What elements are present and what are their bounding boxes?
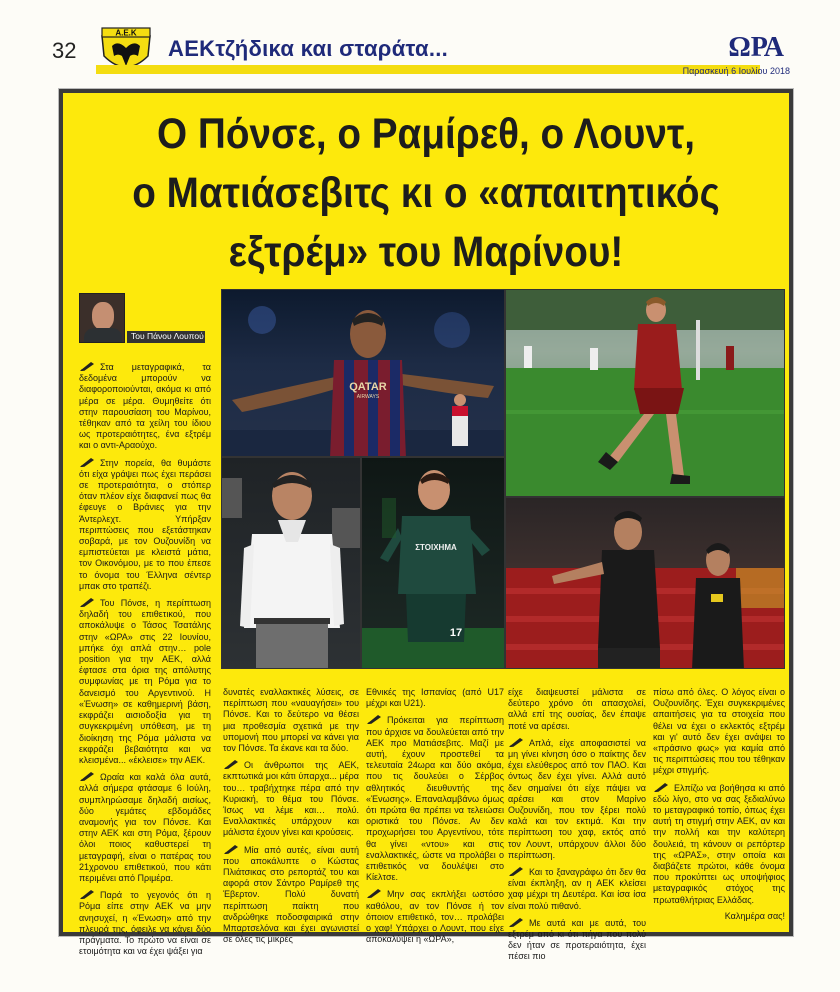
paragraph: Πρόκειται για περίπτωση που άρχισε να δουλεύεται από την ΑΕΚ προ Ματιάσεβιτς. Μαζί με αυτή, έχουν προστεθεί τα τελευταία 24ωρα και δύο ακόμα, που τις δουλεύει ο Σέρβος αθλητικός διευθυντής της «Ένωσης». Επαναλαμβάνω όμως ότι πρώτα θα πρέπει να τελειώσει οριστικά του Πόνσε. Αν δεν προχωρήσει του Αργεντίνου, τότε θα γίνει «ντου» και στις εναλλακτικές, ώστε να προλάβει ο επιθετικός να δουλέψει στο Κίελτσε. [366,715,504,883]
pen-icon [366,714,384,725]
paragraph: Μία από αυτές, είναι αυτή που αποκάλυπτε ο Κώστας Πλιάτσικας στο ρεπορτάζ του και αφορά στον Σάντρο Ραμίρεθ της Έβερτον. Πολύ δυνατή περίπτωση παίκτη που ανδρώθηκε ποδοσφαιρικά στην Μπαρτσελόνα και έχει αγωνιστεί σε όλες τις μικρές [223,844,359,945]
paragraph: Ελπίζω να βοήθησα κι από εδώ λίγο, στο να σας ξεδιαλύνω το μεταγραφικό τοπίο, όπως έχει αυτή τη στιγμή στην ΑΕΚ, αν και την πολλή και την καλύτερη δουλειά, τη κάνουν οι ρεπόρτερ της «ΩΡΑΣ», στην οποία και διαβάζετε πρώτοι, κάθε όνομα που προκύπτει ως υποψήφιος μεταγραφικός στόχος της πρωταθλήτριας Ελλάδας. [653,782,785,905]
photo-coaches [505,497,785,669]
article-box [59,89,793,962]
signoff: Καλημέρα σας! [724,910,785,921]
paragraph: είχε διαψευστεί μάλιστα σε δεύτερο χρόνο ότι απασχολεί, αλλά επί της ουσίας, δεν έπαψε ποτέ να αρέσει. [508,687,646,731]
paragraph: Εθνικές της Ισπανίας (από U17 μέχρι και U21). [366,687,504,709]
paragraph: Στην πορεία, θα θυμάστε ότι είχα γράψει πως έχει περάσει σε προτεραιότητα, ο στόπερ όταν πλέον είχε διαφανεί πως θα έφευγε ο Βράνιες για την Άντερλεχτ. Υπήρξαν περιπτώσεις που εξετάστηκαν σοβαρά, με τον Ουζουνίδη να εμπιστεύεται με κλειστά μάτια, τον Οικονόμου, με το που έπεσε το όνομα του Έλληνα σέντερ μπακ στο τραπέζι. [79,457,211,591]
pen-icon [508,866,526,877]
author-name: Του Πάνου Λουπού [131,331,204,341]
photo-sponsor-text: ΣΤΟΙΧΗΜΑ [415,543,457,552]
photo-roma-player [505,289,785,497]
page-number: 32 [52,38,77,63]
text-column-3 [366,687,504,950]
pen-icon [79,597,97,608]
pen-icon [223,844,241,855]
pen-icon [79,361,97,372]
paragraph: Στα μεταγραφικά, τα δεδομένα μπορούν να διαφοροποιούνται, ακόμα κι από μέρα σε μέρα. Θυμηθείτε ότι στην παρουσίαση του Μαρίνου, τέθηκαν από τα χείλη του ίδιου ως προτεραιότητες, ένα εξτρέμ και ο αντι-Αραούχο. [79,362,211,451]
headline-line-3: εξτρέμ» του Μαρίνου! [228,228,624,276]
paragraph: Ωραία και καλά όλα αυτά, αλλά σήμερα φτάσαμε 6 Ιούλη, συμπληρώσαμε δηλαδή αισίως, δύο γεμάτες εβδομάδες αναμονής για τον Πόνσε. Και στην ΑΕΚ και στη Ρόμα, ξέρουν όλοι ποιος καθυστερεί τη μεταγραφή, είναι ο πατέρας του 21χρονου επιθετικού, που κάτι περιμένει από Πριμέρα. [79,772,211,883]
text-column-5 [653,687,785,927]
text-column-2 [223,687,359,950]
photo-shirt-number: 17 [449,627,463,639]
pen-icon [653,782,671,793]
photo-qatar-shirt-sub: AIRWAYS [356,394,380,400]
photo-qatar-shirt: QATAR [349,381,387,393]
pen-icon [223,759,241,770]
paragraph: Οι άνθρωποι της ΑΕΚ, εκπτωτικά μοι κάτι ύπαρχα... μέρα του… τραβήχτηκε πέρα από την Κυριακή, το θέμα του Πόνσε. Ίσως να λέμε και… πολύ. Εναλλακτικές υπάρχουν και μάλιστα έχουν γίνει και κρούσεις. [223,760,359,838]
paragraph: πίσω από όλες. Ο λόγος είναι ο Ουζουνίδης. Έχει συγκεκριμένες απαιτήσεις για τα στοιχεία που θέλει να έχει ο εκλεκτός εξτρέμ και γι' αυτό δεν έχει ανάψει το «πράσινο φως» για καμία από τις περιπτώσεις που του τέθηκαν μέχρι στιγμής. [653,687,785,776]
photo-green-kit-player [361,457,505,669]
photo-celebrating-player [221,289,505,457]
pen-icon [79,889,97,900]
section-title: AEKτζήδικα και σταράτα... [168,36,449,61]
issue-date: Παρασκευή 6 Ιουλίου 2018 [682,66,790,76]
header-yellow-bar [96,65,760,74]
photo-man-white-shirt [221,457,361,669]
author-photo [79,293,125,343]
pen-icon [366,888,384,899]
paragraph: Παρά το γεγονός ότι η Ρόμα είπε στην ΑΕΚ να μην ανησυχεί, η «Ένωση» από την πλευρά της, όφειλε να κάνει δύο πράγματα. Το πρώτο να είναι σε ετοιμότητα και να έχει ψάξει για [79,890,211,957]
paragraph: Και το ξαναγράφω ότι δεν θα είναι έκπληξη, αν η ΑΕΚ κλείσει χαφ μέχρι τη Δευτέρα. Και ίσα ίσα είναι πολύ πιθανό. [508,867,646,911]
pen-icon [508,737,526,748]
newspaper-brand: ΩΡΑ [728,32,784,63]
paragraph: Με αυτά και με αυτά, του εξτρέμ από κι ότι πήγα που πολύ δεν ήταν σε προτεραιότητα, έχει πέσει πιο [508,917,646,962]
headline-line-2: ο Ματιάσεβιτς κι ο «απαιτητικός [132,169,720,217]
paragraph: δυνατές εναλλακτικές λύσεις, σε περίπτωση που «ναυαγήσει» του Πόνσε. Και το δεύτερο να θέσει μια προθεσμία σχετικά με την υπομονή που μπορεί να κάνει για τον Πόνσε. Τα έκανε και τα δύο. [223,687,359,754]
headline [99,105,752,282]
paragraph: Μην σας εκπλήξει ωστόσο καθόλου, αν τον Πόνσε ή τον όποιον επιθετικό, τον… προλάβει ο χαφ! Υπάρχει ο Λουντ, που είχε αποκαλύψει η «ΩΡΑ», [366,889,504,945]
author-byline [75,293,205,345]
pen-icon [508,917,526,928]
page-header [0,0,840,82]
headline-line-1: Ο Πόνσε, ο Ραμίρεθ, ο Λουντ, [157,110,695,158]
paragraph: Απλά, είχε αποφασιστεί να μη γίνει κίνηση όσο ο παίκτης δεν έχει ελεύθερος από τον ΠΑΟ. Και όντως δεν έχει γίνει. Αλλά αυτό δεν σημαίνει ότι είχε πάψει να αρέσει και στον Μαρίνο Ουζουνίδη, που τον ξέρει πολύ καλά και τον εκτιμά. Και την περίπτωση του χαφ, εκτός από τον Λουντ, υπάρχουν άλλοι δύο περίπτωση. [508,737,646,860]
aek-logo-text: Α.Ε.Κ [115,28,137,38]
pen-icon [79,457,97,468]
text-column-1 [79,361,211,962]
pen-icon [79,771,97,782]
text-column-4 [508,687,646,968]
paragraph: Του Πόνσε, η περίπτωση δηλαδή του επιθετικού, που αποκάλυψε ο Τάσος Τσατάλης στην «ΩΡΑ» στις 22 Ιουνίου, μπήκε όχι απλά στην… pole position για την ΑΕΚ, αλλά έφτασε στα όρια της απόλυτης συμφωνίας με τη Ρόμα για το δανεισμό του Αργεντινού. Η «Ένωση» σε καθημερινή βάση, εκφράζει αισιοδοξία για τη συγκεκριμένη υπόθεση, με τη διοίκηση της Ρόμα μάλιστα να εκφράζει βεβαιότητα και να κλεισμένα... «έκλεισε» την ΑΕΚ. [79,598,211,765]
